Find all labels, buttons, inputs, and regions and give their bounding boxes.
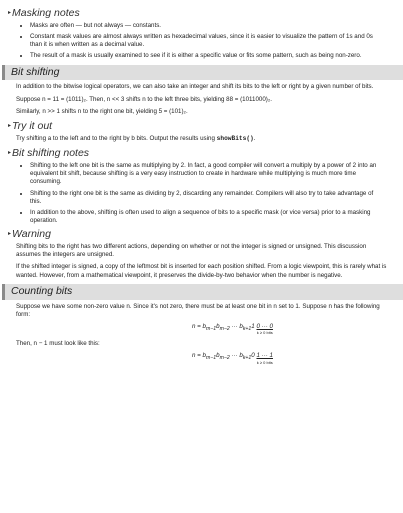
bit-shifting-notes-title-text: Bit shifting notes <box>12 147 90 160</box>
triangle-icon: ▸ <box>8 231 12 238</box>
right-shift-example: Similarly, n >> 1 shifts n to the right one bit, yielding 5 = (101)₂. <box>16 107 188 115</box>
eq1-one: 1 <box>251 323 257 331</box>
triangle-icon: ▸ <box>8 9 12 16</box>
eq2-left: n = b <box>192 352 206 360</box>
try-it-out-title-text: Try it out <box>12 120 53 133</box>
eq1-sub3: k+1 <box>242 326 252 333</box>
triangle-icon: ▸ <box>8 150 12 157</box>
eq1-dots: ··· b <box>229 323 243 331</box>
eq1-brace <box>256 323 273 335</box>
list-item: • The result of a mask is usually examined to see if it is either a specific value or fits some pattern, such as being non-zero. <box>30 52 389 60</box>
eq2-b2: b <box>216 352 220 360</box>
list-item: • Constant mask values are almost always written as hexadecimal values, since it is easier to visualize the pattern of 1s and 0s than it is when written as a decimal value. <box>30 33 389 49</box>
bit-shifting-header: Bit shifting <box>2 65 403 81</box>
try-it-out-text <box>16 135 389 143</box>
list-item: • Shifting to the right one bit is the same as dividing by 2, discarding any remainder. Compilers will also try to take advantage of this. <box>30 190 389 206</box>
eq1-sub1: m−1 <box>205 326 217 333</box>
warning-title-text: Warning <box>12 228 51 241</box>
equation-n-minus-1 <box>76 352 389 364</box>
bit-shifting-notes-list <box>16 162 389 225</box>
eq2-sub2: m−2 <box>219 355 230 362</box>
warning-title[interactable] <box>8 228 389 242</box>
left-shift-example: Suppose n = 11 = (1011)₂. Then, n << 3 shifts n to the left three bits, yielding 88 = (1011000)₂. <box>16 95 272 103</box>
list-item: • Shifting to the left one bit is the same as multiplying by 2. In fact, a good compiler will convert a multiply by a power of 2 into an equivalent bit shift, because shifting is a very easy instruction to create in hardware while multiplying is much more time consuming. <box>30 162 389 187</box>
eq2-sub3: k+1 <box>242 355 252 362</box>
warning-paragraph-1: Shifting bits to the right has two different actions, depending on whether or not the integer is signed or unsigned. This discussion assumes the integers are unsigned. <box>16 243 367 259</box>
eq1-brace-sub: k ≥ 0 bits <box>256 330 273 336</box>
list-item: • In addition to the above, shifting is often used to align a sequence of bits to a specific mask (or vice versa) prior to a masking operation. <box>30 209 389 225</box>
masking-notes-title[interactable] <box>8 7 389 21</box>
equation-n <box>76 323 389 335</box>
masking-notes-title-text: Masking notes <box>12 7 80 19</box>
eq1-left: n = b <box>192 323 206 331</box>
eq1-sub2: m−2 <box>219 326 230 333</box>
eq2-sub1: m−1 <box>205 355 217 362</box>
try-it-text-before: Try shifting a to the left and to the right by b bits. Output the results using <box>16 134 217 142</box>
triangle-icon: ▸ <box>8 123 12 129</box>
counting-bits-header: Counting bits <box>2 284 403 300</box>
try-it-out-title[interactable] <box>8 120 389 134</box>
eq2-brace-top: 1 ··· 1 <box>256 352 273 360</box>
try-it-text-after: . <box>253 134 256 142</box>
bit-shifting-intro: In addition to the bitwise logical operators, we can also take an integer and shift its bits to the left or right by a given number of bits. <box>16 83 374 91</box>
eq2-zero: 0 <box>251 352 257 360</box>
counting-bits-paragraph-2: Then, n − 1 must look like this: <box>16 340 100 348</box>
code-show-bits: showBits() <box>216 134 254 142</box>
eq2-brace-sub: k ≥ 0 bits <box>256 359 273 365</box>
counting-bits-paragraph-1: Suppose we have some non-zero value n. Since it's not zero, there must be at least one bit in n set to 1. Suppose n has the following form: <box>16 302 380 318</box>
eq2-dots: ··· b <box>229 352 243 360</box>
eq2-brace <box>256 352 273 364</box>
eq1-b2: b <box>216 323 220 331</box>
warning-paragraph-2: If the shifted integer is signed, a copy of the leftmost bit is inserted for each position shifted. From a logic viewpoint, this is rarely what is wanted. However, from a mathematical viewpoint, it preserves the divide-by-two behavior when the number is negative. <box>16 263 387 279</box>
list-item: • Masks are often — but not always — constants. <box>30 22 389 30</box>
bit-shifting-notes-title[interactable] <box>8 147 389 161</box>
masking-notes-list <box>16 22 389 61</box>
eq1-brace-top: 0 ··· 0 <box>256 323 273 331</box>
